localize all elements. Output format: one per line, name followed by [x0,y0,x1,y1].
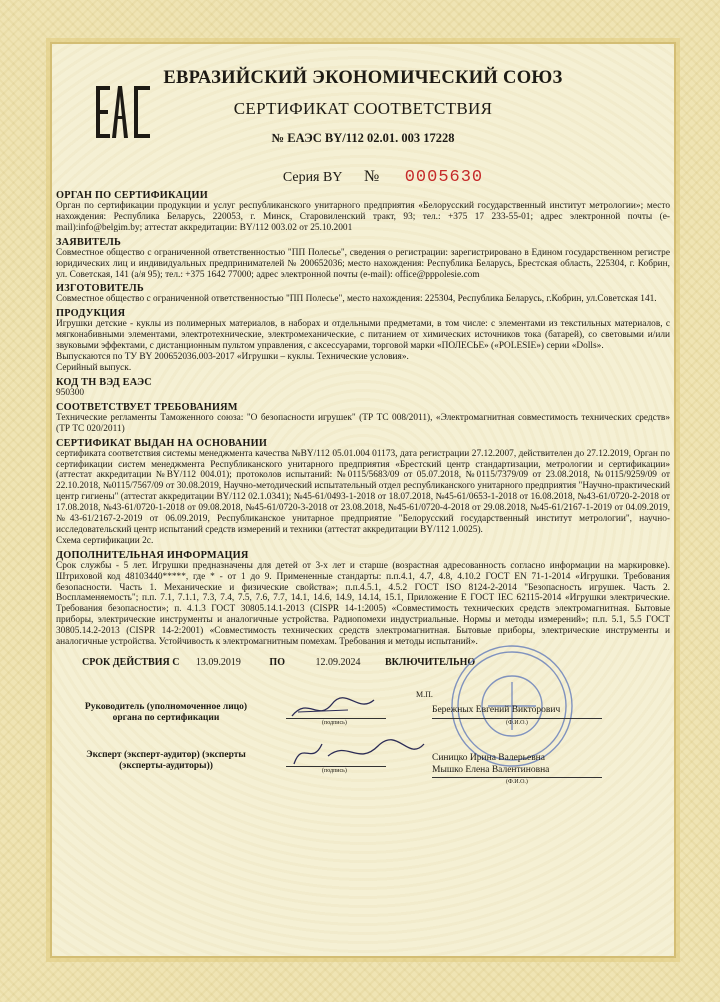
union-title: ЕВРАЗИЙСКИЙ ЭКОНОМИЧЕСКИЙ СОЮЗ [163,68,563,88]
section-title: ЗАЯВИТЕЛЬ [56,236,122,248]
validity-from: 13.09.2019 [195,657,241,668]
head-name-line [432,718,602,719]
head-signature-line [286,718,386,719]
section-scheme: Схема сертификации 2с. [56,535,154,546]
section-additional [56,550,670,648]
section-text: Орган по сертификации продукции и услуг республиканского унитарного предприятия «Белорусский государственный институт метрологии»; место нахождения: Республика Беларусь, 220053, г. Минск, Старовиленский тракт, 93; тел.: +375 17 233-55-01; адрес электронной почты (e-mail):info@belgim.by; аттестат аккредитации: BY/112 003.02 от 25.10.2001 [56,201,670,233]
certificate-content [56,52,670,800]
expert-signature-line [286,766,386,767]
section-organ [56,190,670,234]
head-signature-caption: (подпись) [322,720,347,726]
certificate-number: № ЕАЭС BY/112 02.01. 003 17228 [271,131,455,145]
certificate-body [52,44,674,956]
validity-label: СРОК ДЕЙСТВИЯ С [82,657,180,668]
section-basis [56,438,670,547]
section-applicant [56,237,670,281]
expert-signature-caption: (подпись) [322,768,347,774]
section-title: СЕРТИФИКАТ ВЫДАН НА ОСНОВАНИИ [56,437,268,449]
expert-name-line [432,777,602,778]
section-conformity [56,402,670,435]
validity-row [56,657,670,668]
validity-to-label: ПО [269,657,285,668]
section-title: СООТВЕТСТВУЕТ ТРЕБОВАНИЯМ [56,401,238,413]
expert-name-caption: (Ф.И.О.) [506,779,528,785]
section-text-spec: Выпускаются по ТУ BY 200652036.003-2017 «Игрушки – куклы. Технические условия». [56,352,409,363]
section-title: КОД ТН ВЭД ЕАЭС [56,376,152,388]
signature-block [56,672,670,800]
expert-signature-icon [288,736,428,770]
section-title: ДОПОЛНИТЕЛЬНАЯ ИНФОРМАЦИЯ [56,549,249,561]
expert-label: Эксперт (эксперт-аудитор) (эксперты (эксперты-аудиторы)) [86,750,246,771]
section-text: Срок службы - 5 лет. Игрушки предназначены для детей от 3-х лет и старше (возрастная адресованность согласно информации на маркировке). Штриховой код 48103440*****, где * - от 1 до 9. Примененные стандарты: п.п.4.1, 4.7, 4.8, 4.10.2 ГОСТ EN 71-1-2014 «Игрушки. Требования безопасности. Часть 1. Механические и физические свойства»; п.п.4.5.1, 4.5.2 ГОСТ ISO 8124-2-2014 "Безопасность игрушек. Часть 2. Воспламеняемость"; п.п. 7.1, 7.1.1, 7.3, 7.4, 7.5, 7.6, 7.7, 14.1, 14.6, 14.9, 14.14, 15.1, Приложение Е ГОСТ IEC 62115-2014 «Игрушки электрические. Требования безопасности»; п. 4.1.3 ГОСТ 30805.14.1-2013 (CISPR 14-1:2005) «Совместимость технических средств электромагнитная. Бытовые приборы, электрические инструменты и аналогичные устройства. Радиопомехи индустриальные. Нормы и методы измерений»; п.п. 5.1, 5.5 ГОСТ 30805.14.2-2013 (CISPR 14-2:2001) «Совместимость технических средств электромагнитная. Бытовые приборы, электрические инструменты и аналогичные устройства. Устойчивость к электромагнитным помехам. Требования и методы испытаний». [56,560,670,648]
section-text-serial: Серийный выпуск. [56,362,132,373]
expert-name-2: Мышко Елена Валентиновна [432,765,550,775]
head-name-caption: (Ф.И.О.) [506,720,528,726]
section-text: Совместное общество с ограниченной ответственностью "ПП Полесье", место нахождения: 225304, Республика Беларусь, г.Кобрин, ул.Советская 141. [56,294,657,305]
validity-inclusive: ВКЛЮЧИТЕЛЬНО [384,657,476,668]
section-title: ИЗГОТОВИТЕЛЬ [56,283,144,295]
series-number: 0005630 [404,168,484,187]
stamp-mp: М.П. [416,690,433,699]
section-text: Совместное общество с ограниченной ответственностью "ПП Полесье", сведения о регистрации: зарегистрировано в Едином государственном регистре юридических лиц и индивидуальных предпринимателей № 200652036; место нахождения: Республика Беларусь, Брестская область, 225304, г. Кобрин, ул. Советская, 141 (а/я 95); тел.: +375 1642 77000; адрес электронной почты (e-mail): office@pppolesie.com [56,247,670,280]
section-product [56,308,670,374]
certificate-title: СЕРТИФИКАТ СООТВЕТСТВИЯ [233,99,493,118]
head-label: Руководитель (уполномоченное лицо) органа по сертификации [84,702,248,723]
series-row [56,168,670,187]
section-title: ОРГАН ПО СЕРТИФИКАЦИИ [56,190,208,201]
section-manufacturer [56,283,670,305]
section-tn-ved [56,377,670,399]
section-text: 950300 [56,387,85,398]
section-text: Технические регламенты Таможенного союза: "О безопасности игрушек" (ТР ТС 008/2011), «Электромагнитная совместимость технических средств» (ТР ТС 020/2011) [56,412,670,434]
series-number-sign: № [363,168,380,185]
section-text: сертификата соответствия системы менеджмента качества №BY/112 05.01.004 01173, дата регистрации 27.12.2007, действителен до 27.12.2019, Орган по сертификации систем менеджмента Республиканского унитарного предприятия «Брестский центр стандартизации, метрологии и сертификации» (аттестат аккредитации №BY/112 004.01); протоколов испытаний: №0115/5683/09 от 05.07.2018, №0115/7379/09 от 23.08.2018, №0115/9259/09 от 22.10.2018, №0115/7567/09 от 30.08.2019, Научно-методический испытательный отдел республиканского унитарного предприятия "Научно-практический центр гигиены" (аттестат аккредитации BY/112 02.1.0341); №45-61/0493-1-2018 от 18.07.2018, №45-61/0653-1-2018 от 16.08.2018, №43-61/0720-2-2018 от 17.08.2018, №43-61/0720-1-2018 от 09.08.2018, №45-61/0720-3-2018 от 23.08.2018, №45-61/0720-4-2018 от 29.08.2018, №45-61/2167-1-2019 от 04.09.2019, №43-61/2167-2-2019 от 06.09.2019, Республиканское унитарное предприятие "Белорусский государственный институт метрологии", научно-исследовательский центр испытаний средств измерений и техники (аттестат аккредитации BY/112 1.0025). [56,448,670,535]
section-text: Игрушки детские - куклы из полимерных материалов, в наборах и отдельными предметами, в том числе: с элементами из текстильных материалов, с мягконабивными элементами, электротехнические, электромеханические, с питанием от химических источников тока (батарей), со световыми и/или звуковыми эффектами, с дистанционным пультом управления, с аксессуарами, торговой марки «ПОЛЕСЬЕ» («POLESIE») серии «Dolls». [56,319,670,352]
series-label: Серия BY [282,170,343,185]
head-name: Бережных Евгений Викторович [432,705,561,715]
expert-name-1: Синицко Ирина Валерьевна [432,753,545,763]
section-title: ПРОДУКЦИЯ [56,308,126,320]
validity-to: 12.09.2024 [315,657,361,668]
